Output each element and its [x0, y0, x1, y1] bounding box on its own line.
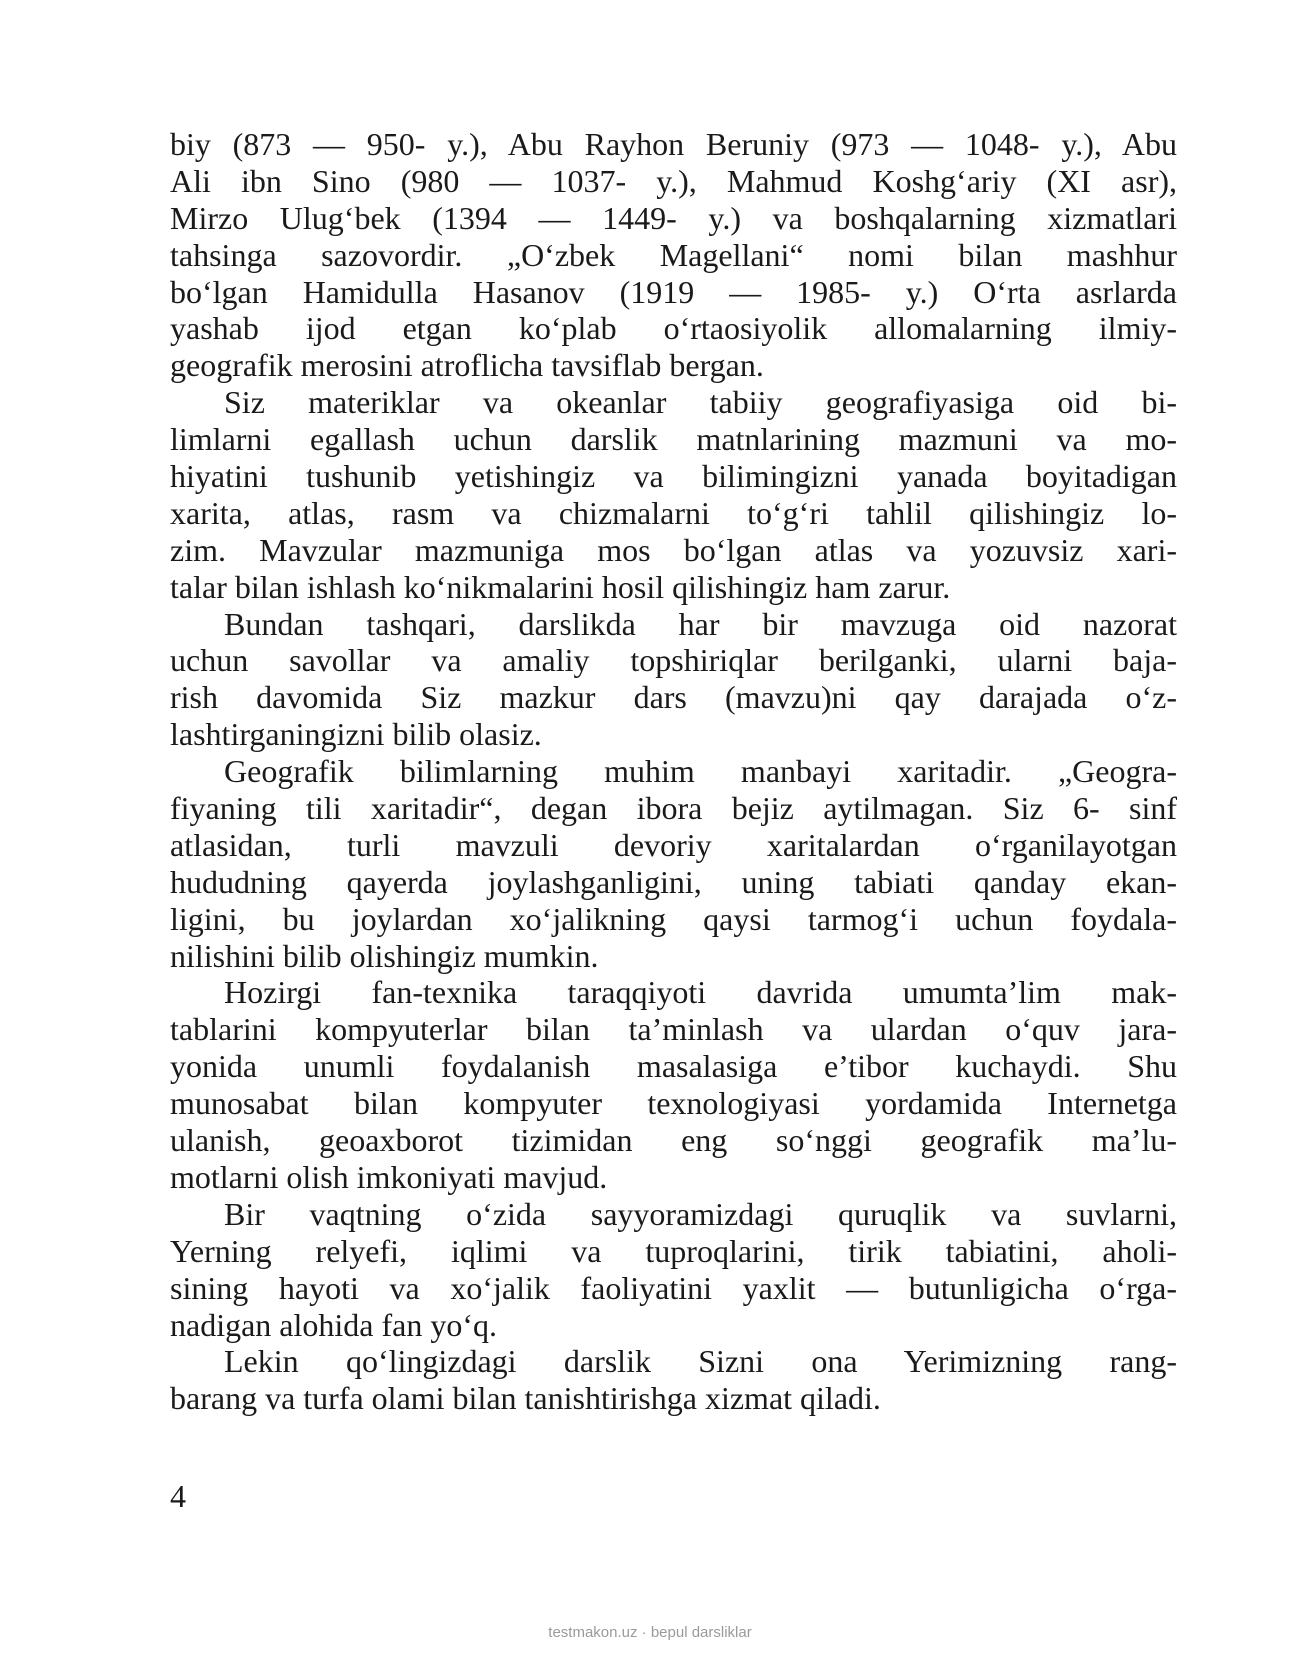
paragraph: [170, 753, 1177, 974]
text-line: ligini, bu joylardan xo‘jalikning qaysi tarmog‘i uchun foydala-: [170, 900, 1177, 937]
text-line: Siz materiklar va okeanlar tabiiy geografiyasiga oid bi-: [224, 384, 1177, 421]
paragraph: [170, 1343, 1177, 1417]
text-line: nadigan alohida fan yo‘q.: [170, 1306, 497, 1343]
text-line: bo‘lgan Hamidulla Hasanov (1919 — 1985- y.) O‘rta asrlarda: [170, 273, 1177, 310]
text-line: limlarni egallash uchun darslik matnlarining mazmuni va mo-: [170, 421, 1177, 458]
text-line: lashtirganingizni bilib olasiz.: [170, 716, 542, 753]
text-line: yashab ijod etgan ko‘plab o‘rtaosiyolik allomalarning ilmiy-: [170, 310, 1177, 347]
text-line: Bundan tashqari, darslikda har bir mavzuga oid nazorat: [224, 605, 1177, 642]
text-line: barang va turfa olami bilan tanishtirishga xizmat qiladi.: [170, 1380, 881, 1417]
text-line: sining hayoti va xo‘jalik faoliyatini yaxlit — butunligicha o‘rga-: [170, 1269, 1177, 1306]
text-line: Ali ibn Sino (980 — 1037- y.), Mahmud Koshg‘ariy (XI asr),: [170, 162, 1177, 199]
text-line: hiyatini tushunib yetishingiz va bilimingizni yanada boyitadigan: [170, 458, 1177, 495]
text-line: tahsinga sazovordir. „O‘zbek Magellani“ nomi bilan mashhur: [170, 236, 1177, 273]
paragraph: [170, 606, 1177, 754]
text-line: geografik merosini atroflicha tavsiflab bergan.: [170, 347, 764, 384]
text-line: motlarni olish imkoniyati mavjud.: [170, 1158, 608, 1195]
page-number: 4: [170, 1478, 186, 1514]
text-line: fiyaning tili xaritadir“, degan ibora bejiz aytilmagan. Siz 6- sinf: [170, 790, 1177, 827]
text-line: Hozirgi fan-texnika taraqqiyoti davrida umumta’lim mak-: [224, 974, 1177, 1011]
text-line: munosabat bilan kompyuter texnologiyasi yordamida Internetga: [170, 1085, 1177, 1122]
text-line: hududning qayerda joylashganligini, uning tabiati qanday ekan-: [170, 863, 1177, 900]
text-line: Yerning relyefi, iqlimi va tuproqlarini, tirik tabiatini, aholi-: [170, 1232, 1177, 1269]
text-line: atlasidan, turli mavzuli devoriy xaritalardan o‘rganilayotgan: [170, 826, 1177, 863]
text-line: Geografik bilimlarning muhim manbayi xaritadir. „Geogra-: [224, 753, 1177, 790]
text-line: yonida unumli foydalanish masalasiga e’tibor kuchaydi. Shu: [170, 1048, 1177, 1085]
paragraph: [170, 1196, 1177, 1344]
text-line: biy (873 — 950- y.), Abu Rayhon Beruniy (973 — 1048- y.), Abu: [170, 126, 1177, 162]
text-line: uchun savollar va amaliy topshiriqlar berilganki, ularni baja-: [170, 642, 1177, 679]
text-line: nilishini bilib olishingiz mumkin.: [170, 937, 599, 974]
text-line: rish davomida Siz mazkur dars (mavzu)ni qay darajada o‘z-: [170, 679, 1177, 716]
text-line: xarita, atlas, rasm va chizmalarni to‘g‘ri tahlil qilishingiz lo-: [170, 494, 1177, 531]
text-line: tablarini kompyuterlar bilan ta’minlash va ulardan o‘quv jara-: [170, 1011, 1177, 1048]
watermark-footer: testmakon.uz · bepul darsliklar: [548, 1624, 752, 1641]
page-body: [170, 126, 1177, 1417]
paragraph: [170, 126, 1177, 384]
text-line: Mirzo Ulug‘bek (1394 — 1449- y.) va boshqalarning xizmatlari: [170, 199, 1177, 236]
text-line: talar bilan ishlash ko‘nikmalarini hosil qilishingiz ham zarur.: [170, 568, 951, 605]
text-line: ulanish, geoaxborot tizimidan eng so‘nggi geografik ma’lu-: [170, 1122, 1177, 1159]
paragraph: [170, 974, 1177, 1195]
text-line: Lekin qo‘lingizdagi darslik Sizni ona Yerimizning rang-: [224, 1343, 1177, 1380]
paragraph: [170, 384, 1177, 605]
text-line: Bir vaqtning o‘zida sayyoramizdagi quruqlik va suvlarni,: [224, 1195, 1177, 1232]
text-line: zim. Mavzular mazmuniga mos bo‘lgan atlas va yozuvsiz xari-: [170, 531, 1177, 568]
